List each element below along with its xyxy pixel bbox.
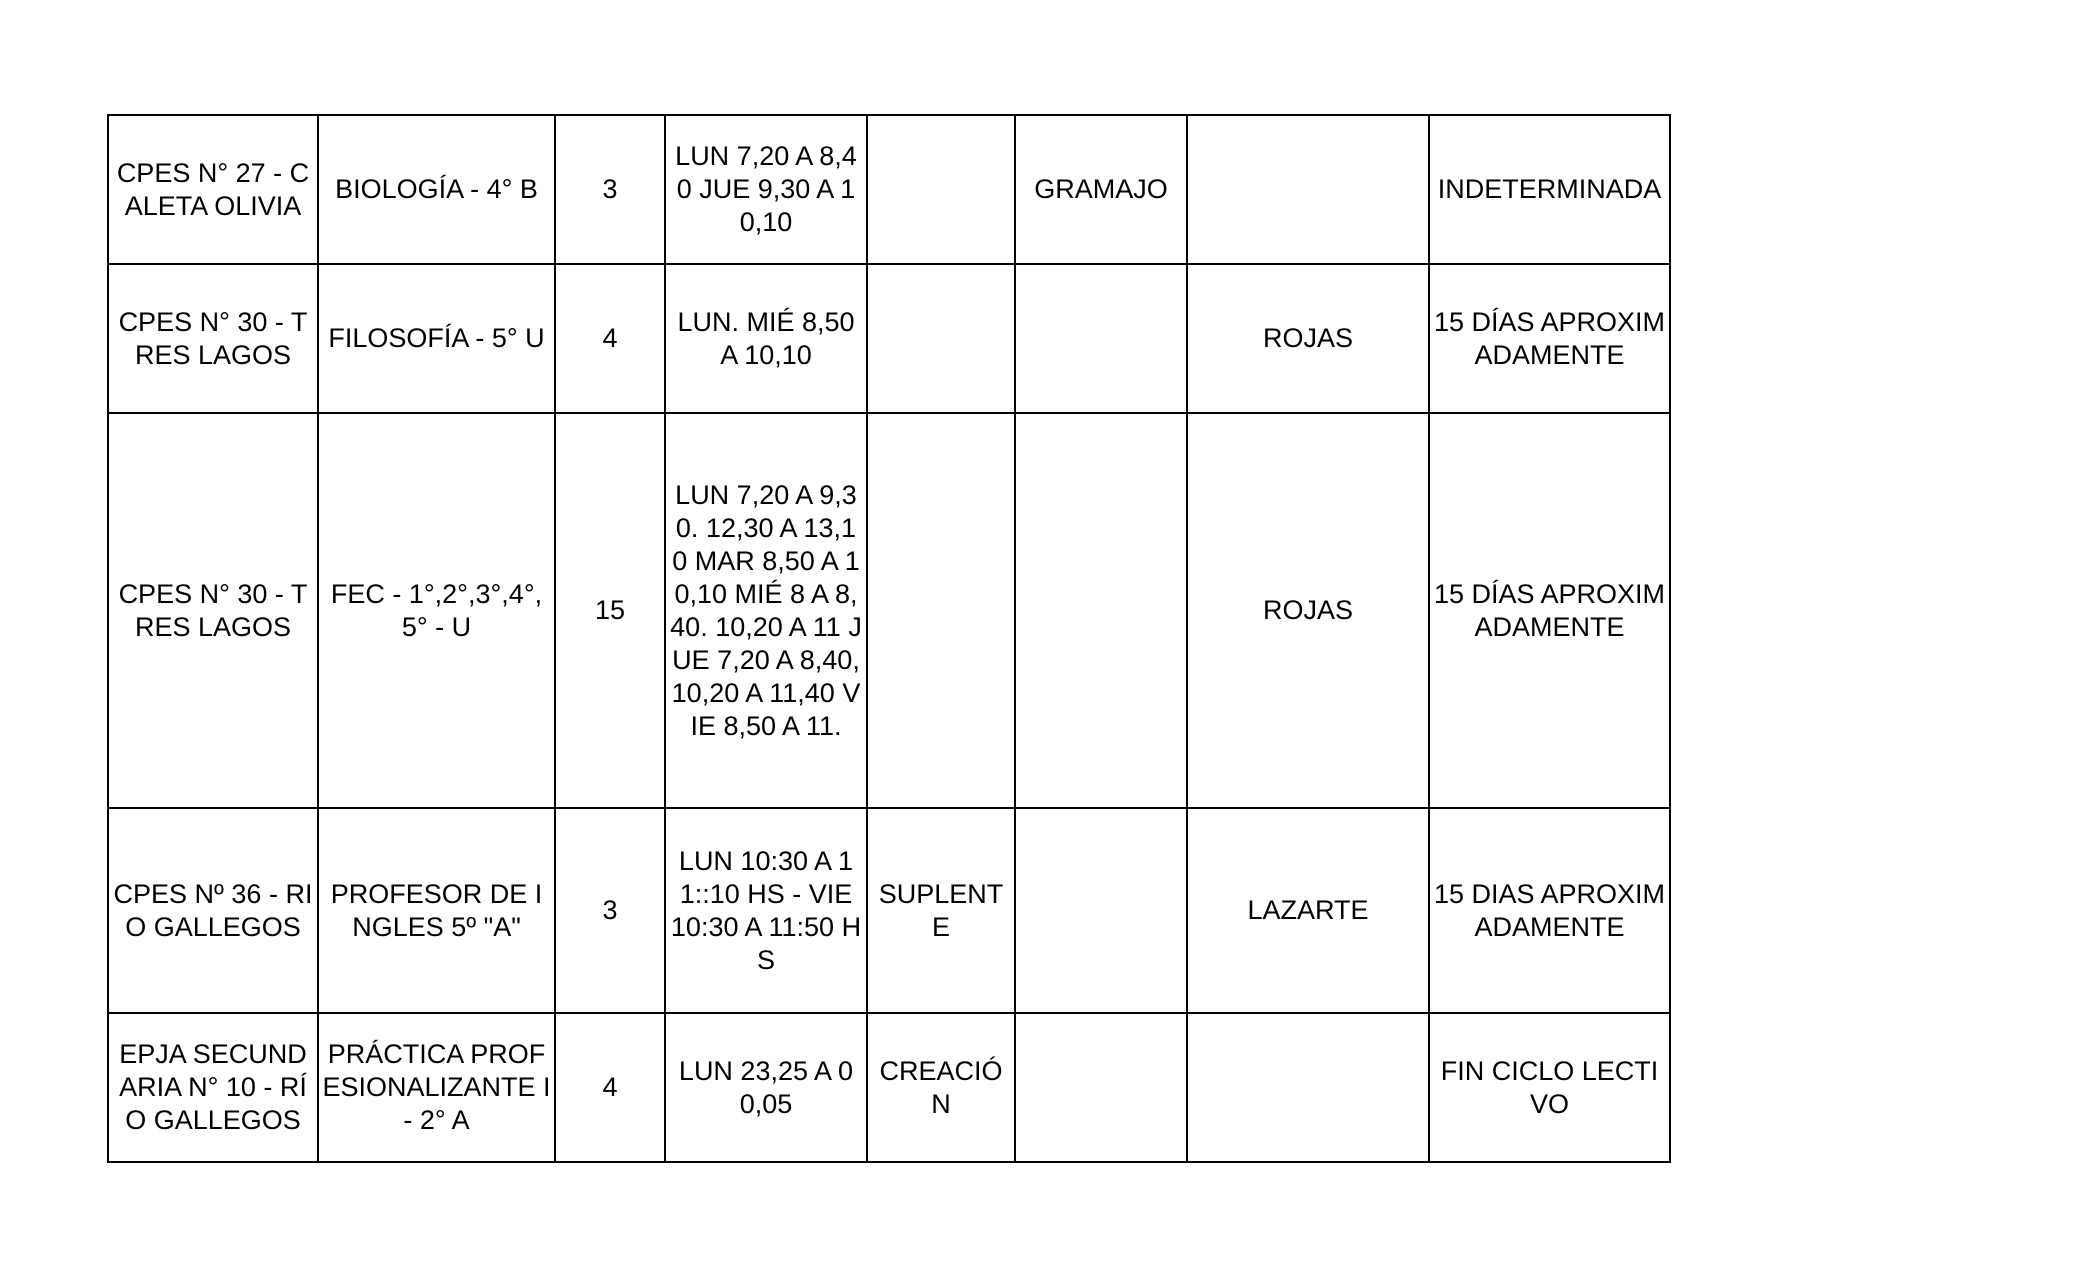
institution-cell: CPES N° 27 - CALETA OLIVIA (108, 115, 318, 264)
schedule-cell: LUN 7,20 A 8,40 JUE 9,30 A 10,10 (665, 115, 867, 264)
subject-cell: BIOLOGÍA - 4° B (318, 115, 555, 264)
table-row (108, 115, 1670, 264)
teacher-cell: GRAMAJO (1015, 115, 1187, 264)
teacher-cell (1015, 1013, 1187, 1162)
duration-cell: 15 DÍAS APROXIMADAMENTE (1429, 264, 1670, 413)
teacher-cell (1015, 264, 1187, 413)
institution-cell: CPES Nº 36 - RIO GALLEGOS (108, 808, 318, 1013)
hours-cell: 3 (555, 115, 665, 264)
replaced-teacher-cell: ROJAS (1187, 264, 1429, 413)
subject-cell: PRÁCTICA PROFESIONALIZANTE I - 2° A (318, 1013, 555, 1162)
schedule-cell: LUN. MIÉ 8,50 A 10,10 (665, 264, 867, 413)
hours-cell: 3 (555, 808, 665, 1013)
hours-cell: 4 (555, 264, 665, 413)
status-cell (867, 413, 1015, 808)
institution-cell: EPJA SECUNDARIA N° 10 - RÍO GALLEGOS (108, 1013, 318, 1162)
hours-cell: 15 (555, 413, 665, 808)
replaced-teacher-cell (1187, 115, 1429, 264)
subject-cell: FEC - 1°,2°,3°,4°,5° - U (318, 413, 555, 808)
status-cell: CREACIÓN (867, 1013, 1015, 1162)
table-row (108, 808, 1670, 1013)
replaced-teacher-cell: ROJAS (1187, 413, 1429, 808)
table-row (108, 413, 1670, 808)
duration-cell: 15 DIAS APROXIMADAMENTE (1429, 808, 1670, 1013)
schedule-cell: LUN 7,20 A 9,30. 12,30 A 13,10 MAR 8,50 A 10,10 MIÉ 8 A 8,40. 10,20 A 11 JUE 7,20 A 8,40, 10,20 A 11,40 VIE 8,50 A 11. (665, 413, 867, 808)
teacher-cell (1015, 808, 1187, 1013)
duration-cell: INDETERMINADA (1429, 115, 1670, 264)
subject-cell: FILOSOFÍA - 5° U (318, 264, 555, 413)
duration-cell: FIN CICLO LECTIVO (1429, 1013, 1670, 1162)
schedule-cell: LUN 10:30 A 11::10 HS - VIE 10:30 A 11:50 HS (665, 808, 867, 1013)
table-row (108, 1013, 1670, 1162)
table-row (108, 264, 1670, 413)
status-cell (867, 264, 1015, 413)
subject-cell: PROFESOR DE INGLES 5º "A" (318, 808, 555, 1013)
status-cell (867, 115, 1015, 264)
hours-cell: 4 (555, 1013, 665, 1162)
duration-cell: 15 DÍAS APROXIMADAMENTE (1429, 413, 1670, 808)
institution-cell: CPES N° 30 - TRES LAGOS (108, 413, 318, 808)
vacancy-table (107, 114, 1671, 1163)
schedule-cell: LUN 23,25 A 00,05 (665, 1013, 867, 1162)
status-cell: SUPLENTE (867, 808, 1015, 1013)
institution-cell: CPES N° 30 - TRES LAGOS (108, 264, 318, 413)
replaced-teacher-cell: LAZARTE (1187, 808, 1429, 1013)
teacher-cell (1015, 413, 1187, 808)
replaced-teacher-cell (1187, 1013, 1429, 1162)
